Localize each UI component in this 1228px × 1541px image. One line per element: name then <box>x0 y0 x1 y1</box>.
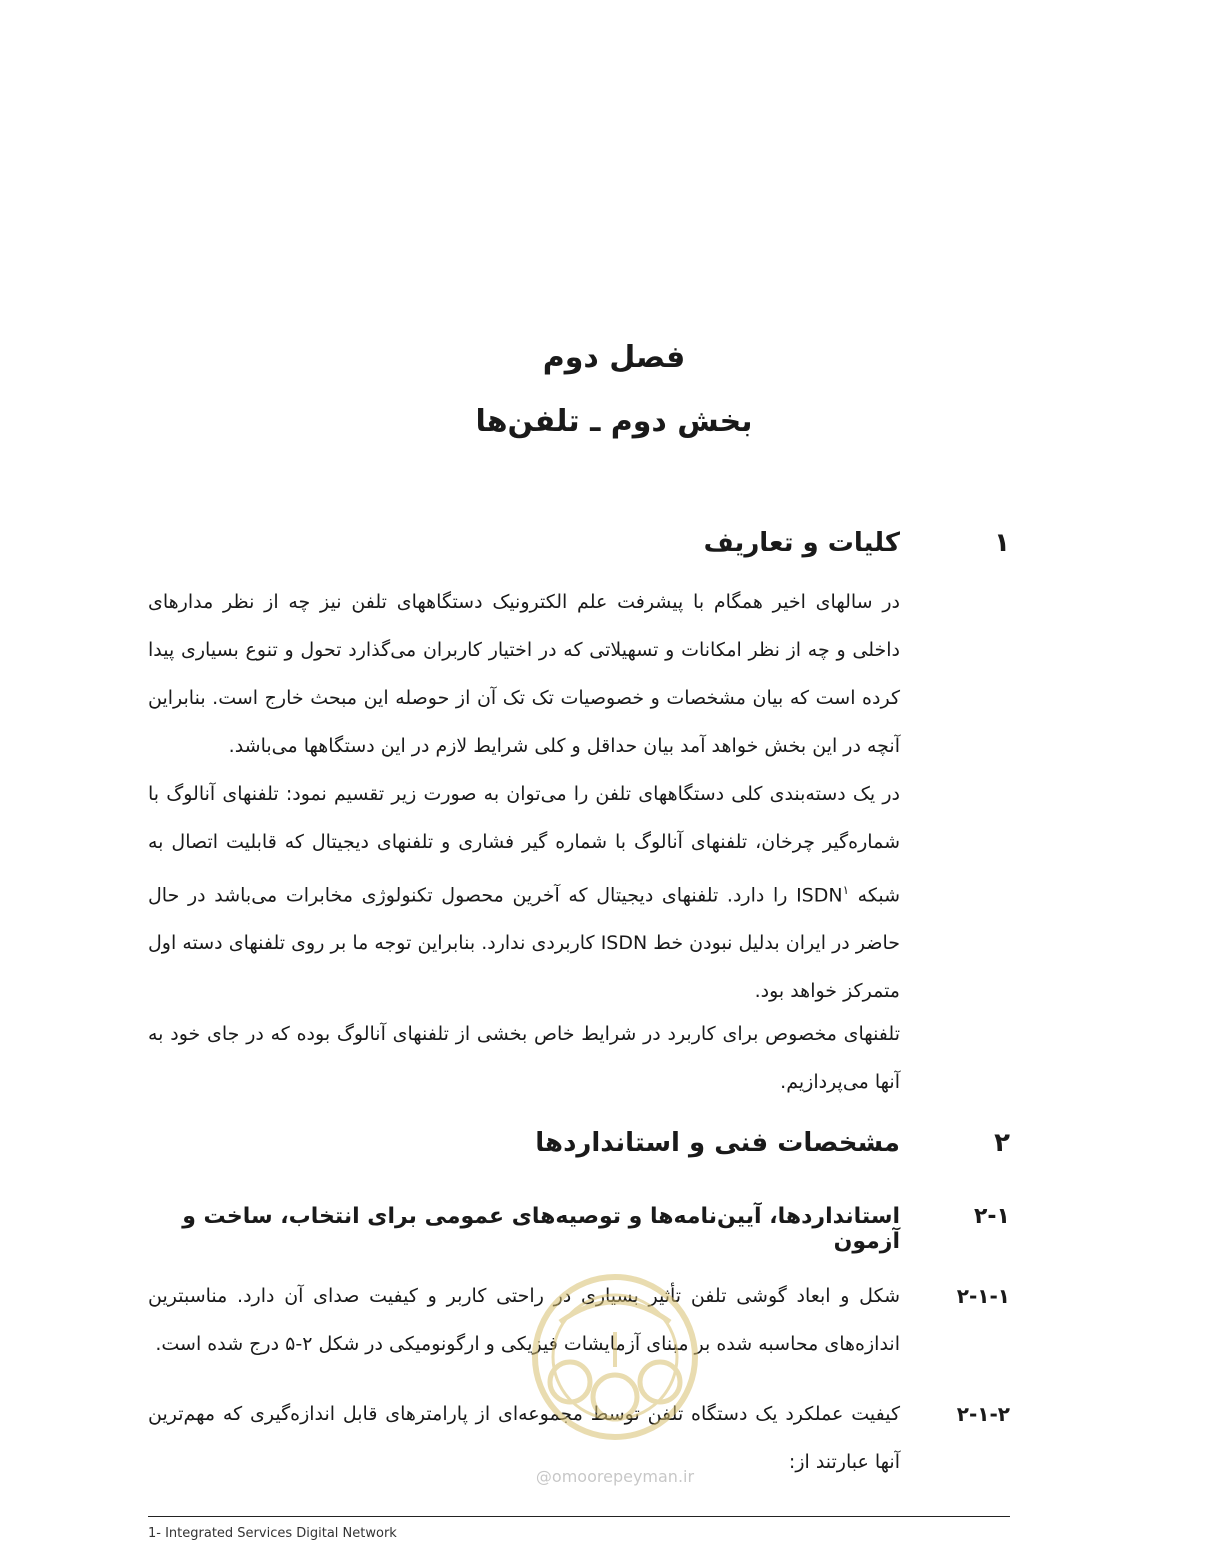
section-2-1-heading <box>148 1204 1010 1254</box>
section-1-paragraph-3: تلفنهای مخصوص برای کاربرد در شرایط خاص بخشی از تلفنهای آنالوگ بوده که در جای خود به آنها می‌پردازیم. <box>148 1023 900 1093</box>
section-number: ۲ <box>994 1128 1010 1158</box>
paragraph-text: در یک دسته‌بندی کلی دستگاههای تلفن را می‌توان به صورت زیر تقسیم نمود: تلفنهای آنالوگ با شماره‌گیر چرخان، تلفنهای آنالوگ با شماره گیر فشاری و تلفنهای دیجیتال که قابلیت اتصال به شبکه ISDN <box>148 783 900 907</box>
section-title: استانداردها، آیین‌نامه‌ها و توصیه‌های عمومی برای انتخاب، ساخت و آزمون <box>182 1204 900 1254</box>
chapter-title: فصل دوم <box>542 340 686 375</box>
section-number: ۱ <box>994 528 1010 558</box>
paragraph-text: را دارد. تلفنهای دیجیتال که آخرین محصول تکنولوژی مخابرات می‌باشد در حال حاضر در ایران بدلیل نبودن خط ISDN کاربردی ندارد. بنابراین توجه ما بر روی تلفنهای دسته اول متمرکز خواهد بود. <box>148 884 901 1003</box>
watermark <box>500 1262 730 1502</box>
footnote: 1- Integrated Services Digital Network <box>148 1526 397 1541</box>
item-number: ۲-۱-۲ <box>956 1402 1010 1426</box>
footnote-marker: ۱ <box>842 883 850 897</box>
section-number: ۲-۱ <box>974 1204 1010 1229</box>
section-2-heading <box>148 1128 1010 1158</box>
watermark-seal-icon <box>500 1262 730 1462</box>
section-1-heading <box>148 528 1010 558</box>
watermark-text: @omoorepeyman.ir <box>535 1467 695 1486</box>
section-1-paragraph-1: در سالهای اخیر همگام با پیشرفت علم الکترونیک دستگاههای تلفن نیز چه از نظر مدارهای داخلی و چه از نظر امکانات و تسهیلاتی که در اختیار کاربران می‌گذارد تحول و تنوع بسیاری پیدا کرده است که بیان مشخصات و خصوصیات تک تک آن از حوصله این مبحث خارج است. بنابراین آنچه در این بخش خواهد آمد بیان حداقل و کلی شرایط لازم در این دستگاهها می‌باشد. <box>148 591 900 757</box>
item-text: شکل و ابعاد گوشی تلفن تأثیر بسیاری در راحتی کاربر و کیفیت صدای آن دارد. مناسبترین اندازه‌های محاسبه شده بر مبنای آزمایشات فیزیکی و ارگونومیکی در شکل ۲-۵ درج شده است. <box>148 1285 900 1355</box>
section-1-paragraph-2 <box>148 770 900 1015</box>
footnote-divider <box>148 1516 1010 1517</box>
part-title: بخش دوم ـ تلفن‌ها <box>475 404 753 439</box>
item-number: ۲-۱-۱ <box>956 1284 1010 1308</box>
section-title: مشخصات فنی و استانداردها <box>535 1128 900 1158</box>
section-title: کلیات و تعاریف <box>703 528 900 558</box>
item-text: کیفیت عملکرد یک دستگاه تلفن توسط مجموعه‌ای از پارامترهای قابل اندازه‌گیری که مهم‌ترین آنها عبارتند از: <box>148 1403 900 1473</box>
